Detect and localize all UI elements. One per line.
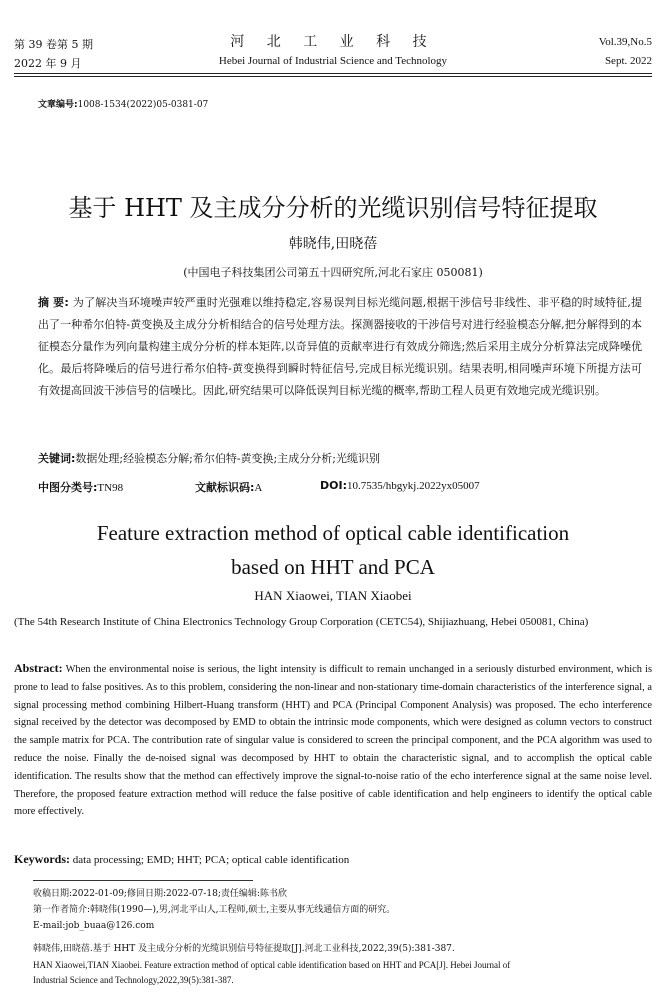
keywords-en-label: Keywords:: [14, 852, 70, 866]
keywords-en: [14, 852, 652, 867]
doi-value: 10.7535/hbgykj.2022yx05007: [346, 480, 480, 492]
keywords-cn-label: 关键词:: [38, 452, 76, 465]
clc-code: [38, 479, 123, 495]
abstract-en-text: When the environmental noise is serious, the light intensity is difficult to remain unchanged in a seriously disturbed environment, which is prone to lead to false positives. As to this problem, considering the non-linear and non-stationary time-domain characteristics of the interference signal, a signal processing method combining Hilbert-Huang transform (HHT) and PCA (Principal Component Analysis) was proposed. The echo interference signal received by the detector was decomposed by EMD to obtain the intrinsic mode components, which were designed as column vectors to construct the sample matrix for PCA. The contribution rate of singular value is considered to screen the principal component, and the PCA algorithm was used to reduce the noise. Finally the de-noised signal was decomposed by HHT to obtain the characteristic signal, and to accomplish the optical cable identification. The results show that the method can effectively improve the signal-to-noise ratio of the echo interference signal at the same noise level. Therefore, the proposed feature extraction method will reduce the false positive of cable identification and help engineers to identify the optical cable more effectively.: [14, 664, 652, 818]
doi: [320, 479, 480, 492]
volume-issue-cn: 第 39 卷第 5 期: [14, 38, 93, 51]
article-number: [38, 97, 208, 110]
document-code-label: 文献标识码:: [195, 481, 255, 494]
header-rule-thin: [14, 76, 652, 77]
running-header: [14, 28, 652, 72]
received-dates: 收稿日期:2022-01-09;修回日期:2022-07-18;责任编辑:陈书欣: [33, 889, 287, 899]
clc-label: 中图分类号:: [38, 481, 98, 494]
article-number-label: 文章编号:: [38, 100, 78, 110]
abstract-cn-label: 摘 要:: [38, 296, 69, 309]
citation-cn: 韩晓伟,田晓蓓.基于 HHT 及主成分分析的光缆识别信号特征提取[J].河北工业科技,2022,39(5):381-387.: [33, 944, 455, 954]
date-en: Sept. 2022: [604, 55, 652, 67]
title-cn: 基于 HHT 及主成分分析的光缆识别信号特征提取: [68, 194, 598, 222]
keywords-cn: [38, 450, 642, 466]
title-en-line2: based on HHT and PCA: [231, 555, 435, 579]
title-en-line1: Feature extraction method of optical cable identification: [96, 521, 570, 545]
authors-en: HAN Xiaowei, TIAN Xiaobei: [254, 588, 412, 603]
doi-label: DOI:: [320, 479, 347, 492]
title-en: [0, 516, 666, 584]
document-code: [195, 479, 262, 495]
abstract-en: [14, 660, 652, 821]
clc-value: TN98: [97, 482, 124, 494]
abstract-en-label: Abstract:: [14, 661, 63, 675]
journal-name-en: Hebei Journal of Industrial Science and Technology: [218, 55, 448, 67]
affiliation-cn: (中国电子科技集团公司第五十四研究所,河北石家庄 050081): [183, 266, 483, 279]
keywords-en-text: data processing; EMD; HHT; PCA; optical cable identification: [72, 854, 350, 866]
article-number-value: 1008-1534(2022)05-0381-07: [77, 100, 209, 110]
affiliation-en: (The 54th Research Institute of China Electronics Technology Group Corporation (CETC54), Shijiazhuang, Hebei 050081, China): [14, 616, 589, 628]
date-cn: 2022 年 9 月: [14, 57, 82, 70]
citation-en-line2: Industrial Science and Technology,2022,39(5):381-387.: [33, 975, 234, 985]
authors-cn: 韩晓伟,田晓蓓: [288, 236, 378, 252]
header-rule-thick: [14, 73, 652, 74]
abstract-cn: [38, 292, 642, 402]
citation-en-line1: HAN Xiaowei,TIAN Xiaobei. Feature extraction method of optical cable identification based on HHT and PCA[J]. Hebei Journal of: [33, 959, 511, 970]
document-code-value: A: [254, 482, 263, 494]
author-email: E-mail:job_buaa@126.com: [33, 921, 155, 931]
citation-block: [33, 942, 652, 989]
author-bio: 第一作者简介:韩晓伟(1990—),男,河北平山人,工程师,硕士,主要从事无线通信方面的研究。: [33, 905, 396, 915]
volume-issue-en: Vol.39,No.5: [598, 36, 652, 48]
footnote-rule: [33, 880, 253, 881]
keywords-cn-text: 数据处理;经验模态分解;希尔伯特-黄变换;主成分分析;光缆识别: [75, 452, 380, 465]
abstract-cn-text: 为了解决当环境噪声较严重时光强难以维持稳定,容易误判目标光缆问题,根据干涉信号非线性、非平稳的时域特征,提出了一种希尔伯特-黄变换及主成分分析相结合的信号处理方法。探测器接收的干涉信号对进行经验模态分解,把分解得到的本征模态分量作为列向量构建主成分分析的样本矩阵,以奇异值的贡献率进行有效成分筛选;然后采用主成分分析算法完成降噪优化。最后将降噪后的信号进行希尔伯特-黄变换得到瞬时特征信号,完成目标光缆识别。结果表明,相同噪声环境下所提方法可有效提高回波干涉信号的信噪比。因此,研究结果可以降低误判目标光缆的概率,帮助工程人员更有效地完成光缆识别。: [38, 296, 642, 397]
journal-name-cn: 河 北 工 业 科 技: [230, 34, 436, 50]
footnote: [33, 886, 652, 934]
